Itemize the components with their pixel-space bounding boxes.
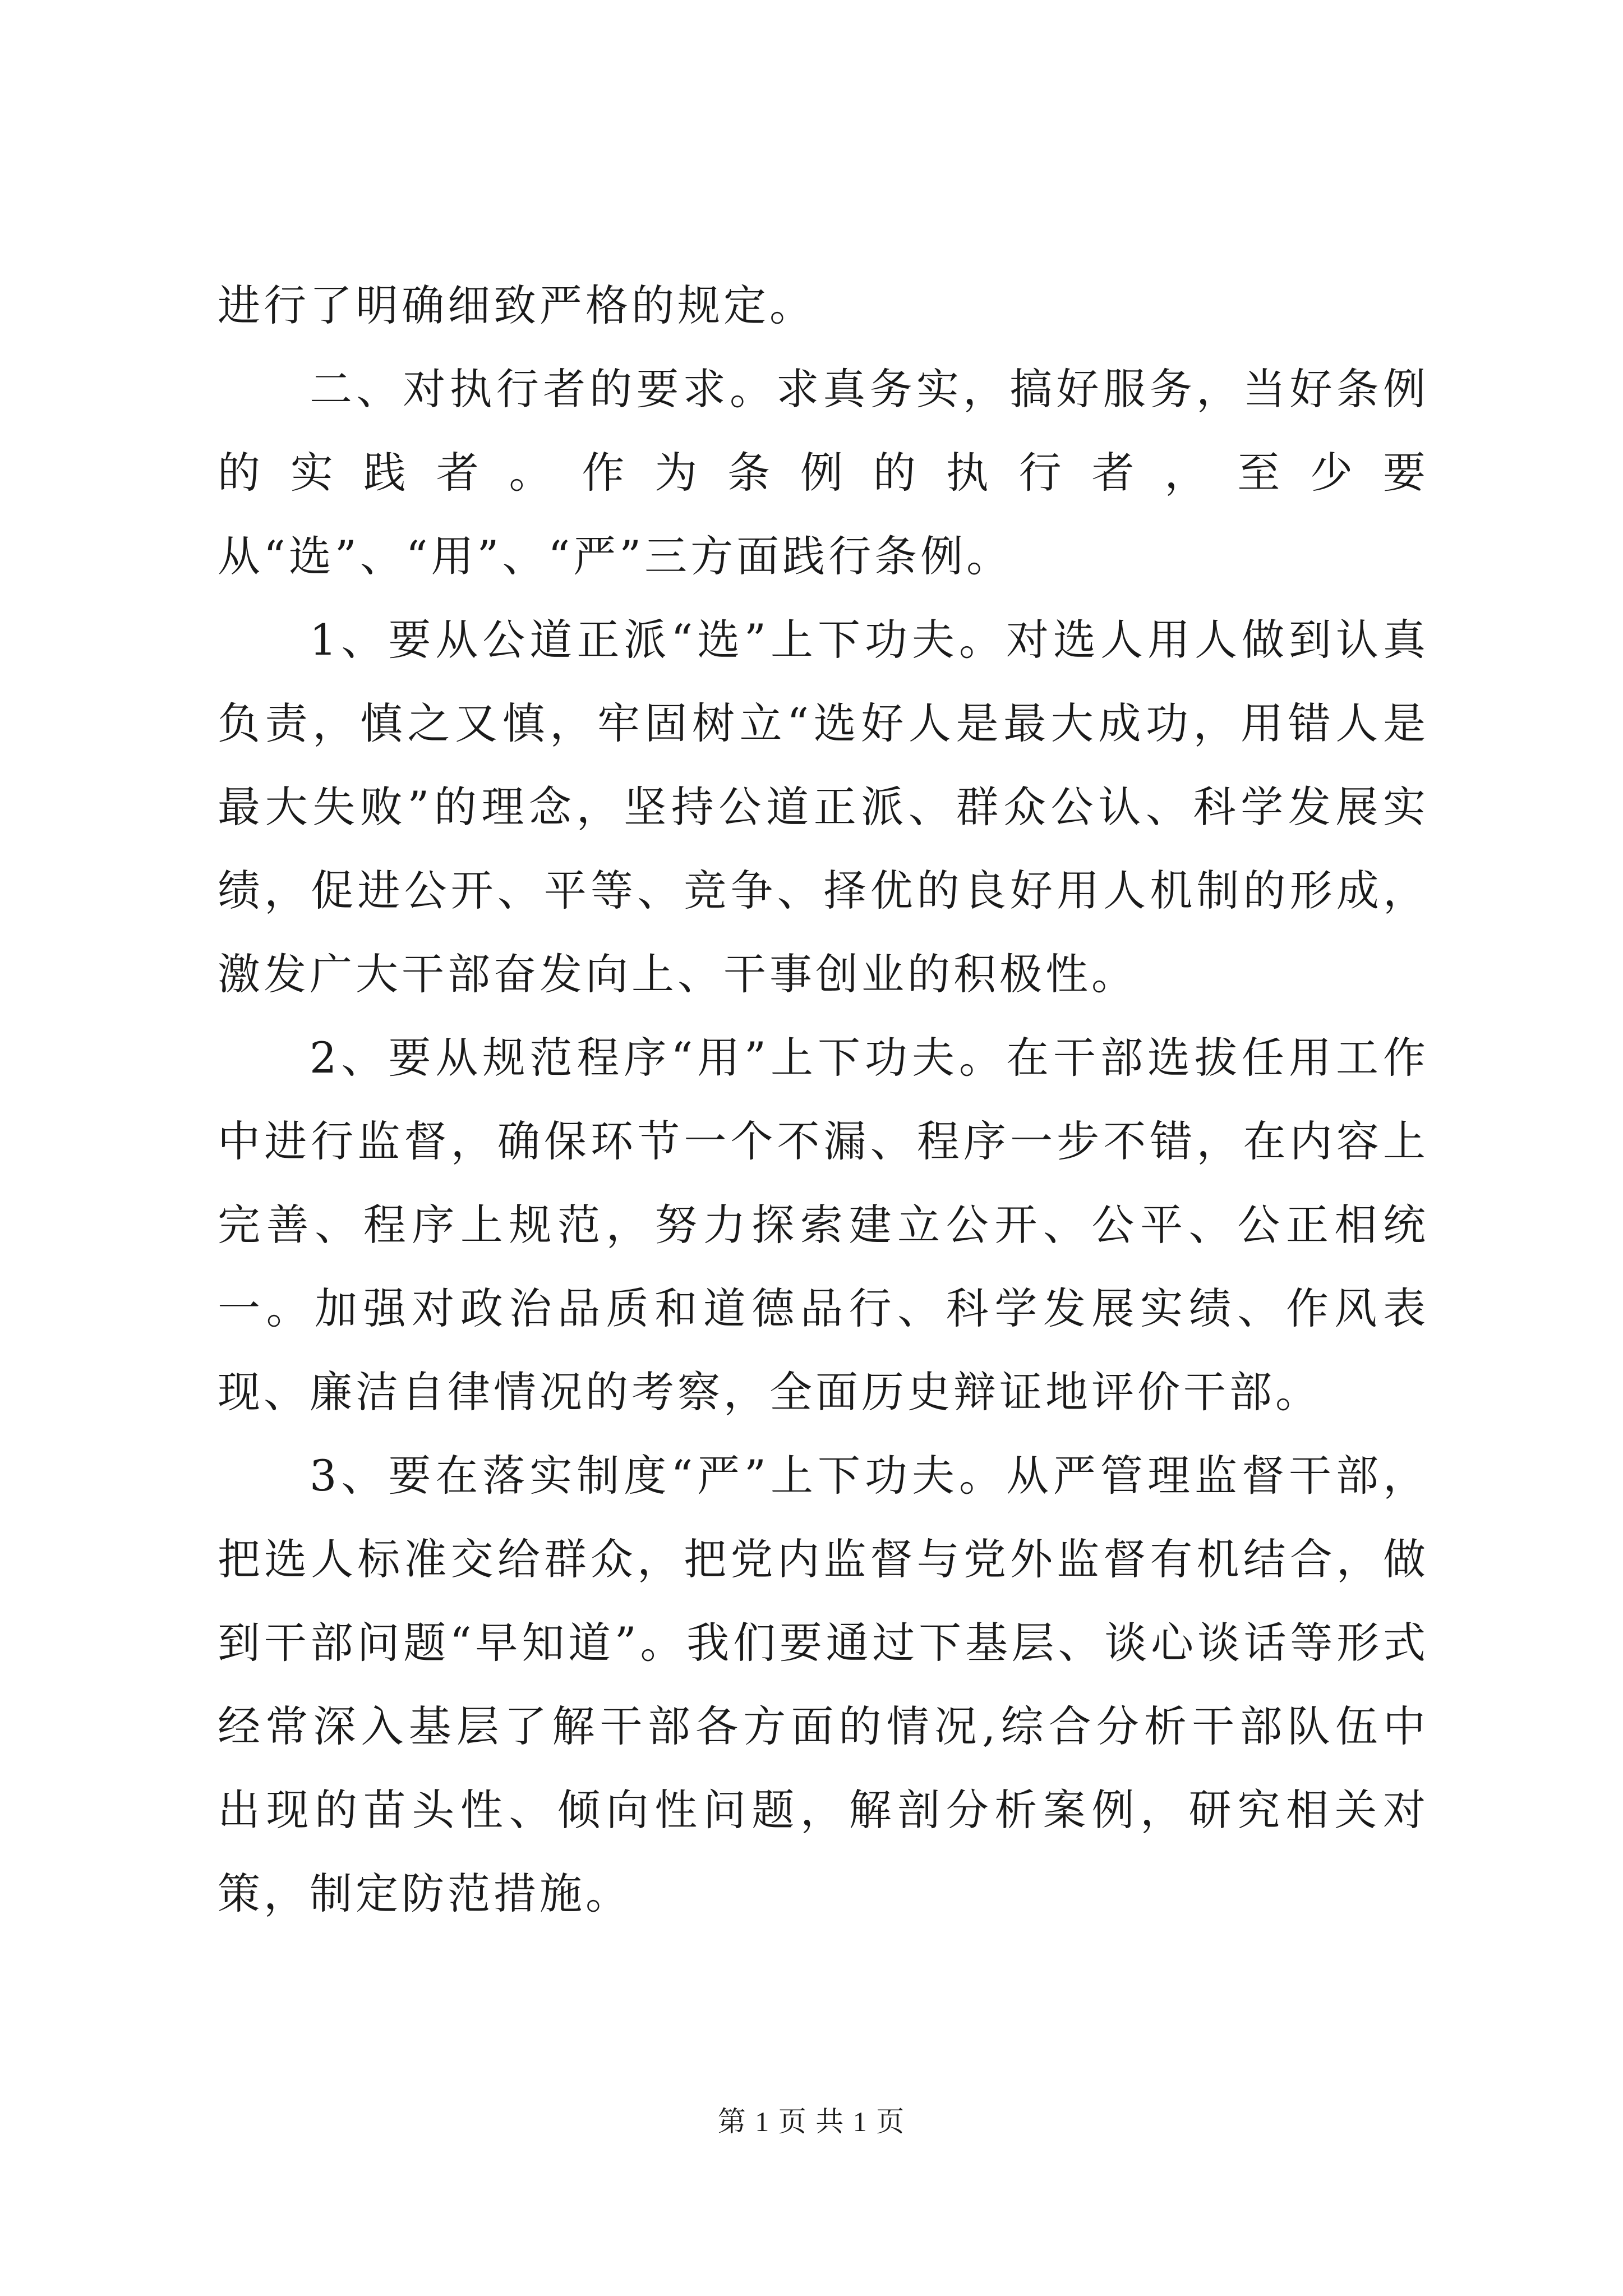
paragraph-point-1-select: 1、要从公道正派“选”上下功夫。对选人用人做到认真负责，慎之又慎，牢固树立“选好人是最大成功，用错人是最大失败”的理念，坚持公道正派、群众公认、科学发展实绩，促进公开、平等、竞争、择优的良好用人机制的形成，激发广大干部奋发向上、干事创业的积极性。 (218, 615, 1429, 999)
document-body (218, 264, 1429, 1935)
page-number-footer: 第 1 页 共 1 页 (717, 2106, 906, 2137)
paragraph-point-3-strict: 3、要在落实制度“严”上下功夫。从严管理监督干部，把选人标准交给群众，把党内监督与党外监督有机结合，做到干部问题“早知道”。我们要通过下基层、谈心谈话等形式经常深入基层了解干部各方面的情况,综合分析干部队伍中出现的苗头性、倾向性问题，解剖分析案例，研究相关对策，制定防范措施。 (218, 1451, 1429, 1918)
paragraph-point-2-use: 2、要从规范程序“用”上下功夫。在干部选拔任用工作中进行监督，确保环节一个不漏、程序一步不错，在内容上完善、程序上规范，努力探索建立公开、公平、公正相统一。加强对政治品质和道德品行、科学发展实绩、作风表现、廉洁自律情况的考察，全面历史辩证地评价干部。 (218, 1033, 1429, 1417)
paragraph-continuation: 进行了明确细致严格的规定。 (218, 280, 815, 330)
paragraph-executor-requirements: 二、对执行者的要求。求真务实，搞好服务，当好条例的实践者。作为条例的执行者，至少要从“选”、“用”、“严”三方面践行条例。 (218, 364, 1429, 581)
